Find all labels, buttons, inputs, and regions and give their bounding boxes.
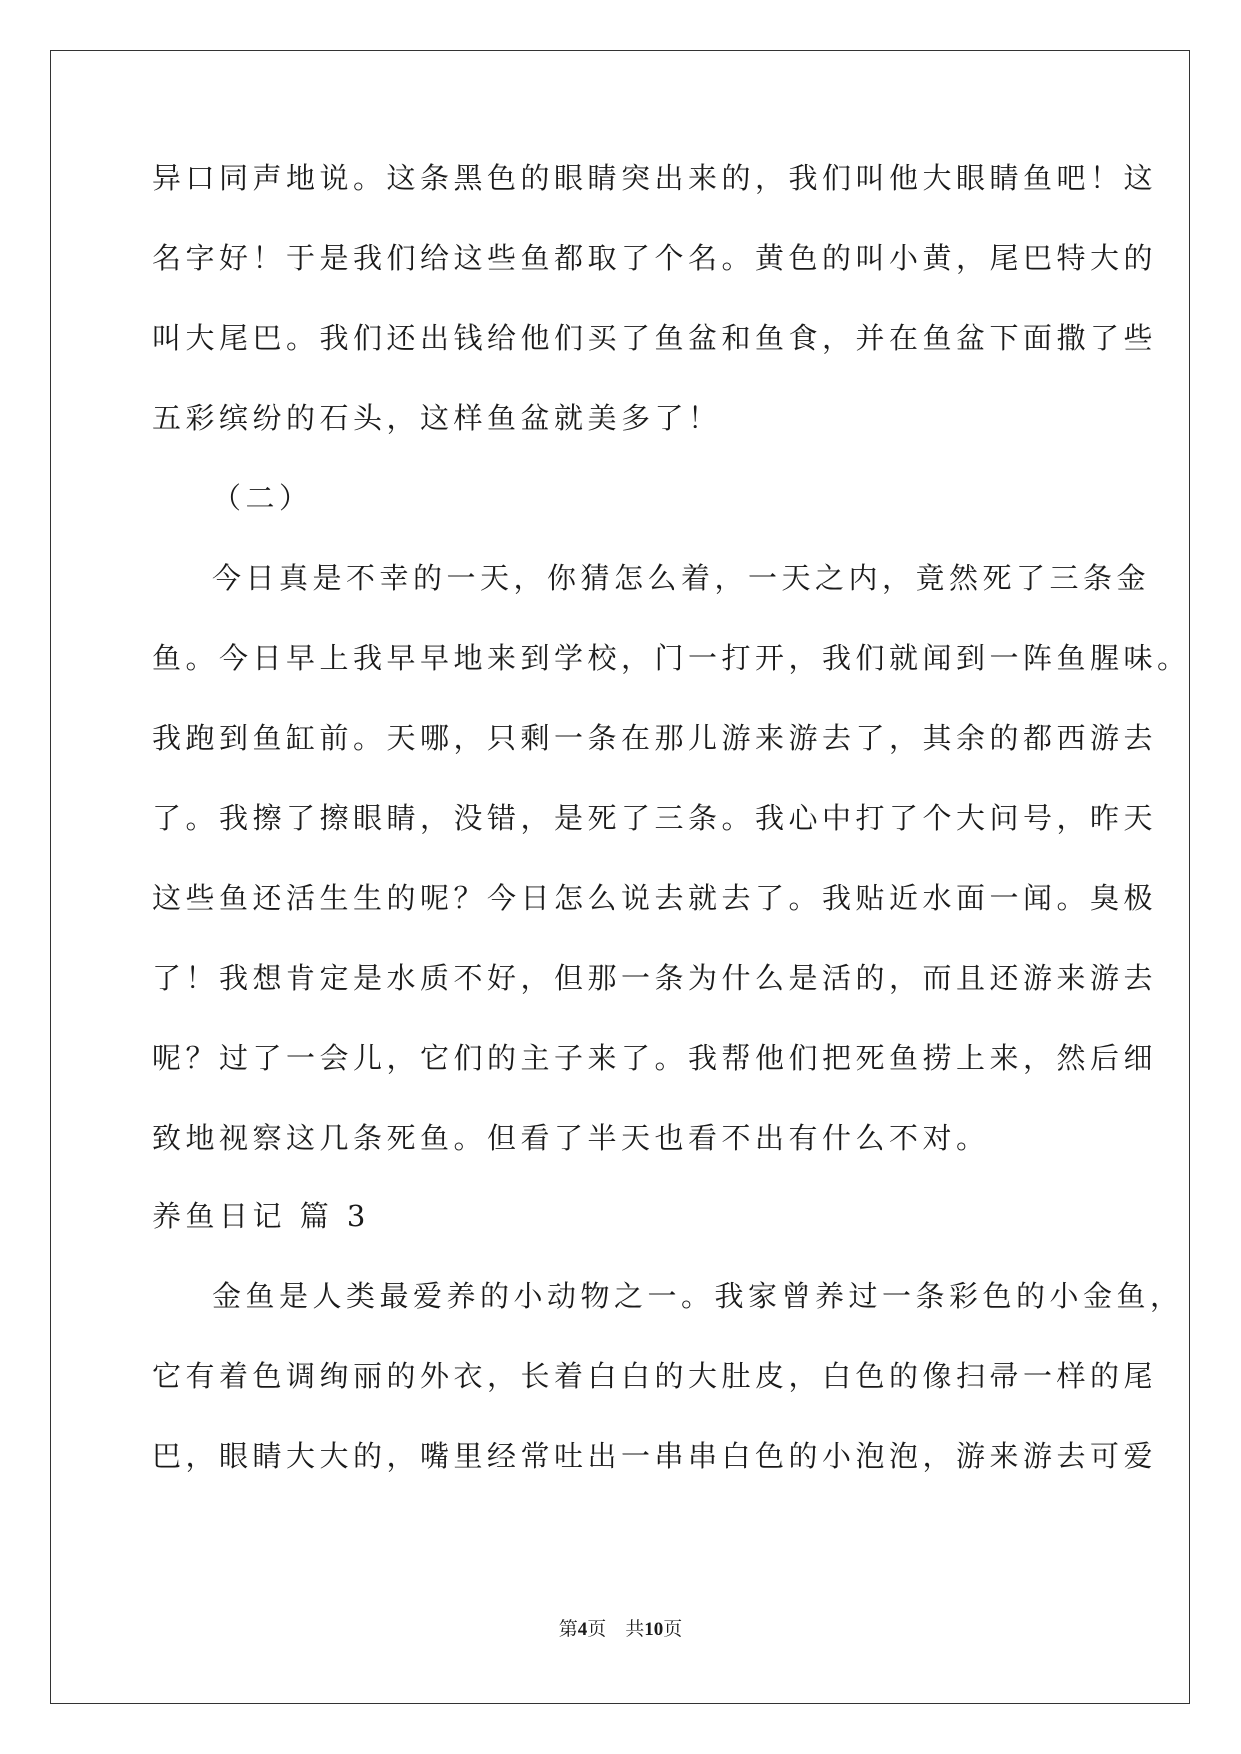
page-suffix: 页 [587,1619,607,1640]
article-heading: 养鱼日记 篇 3 [152,1199,370,1233]
paragraph-first-line: 金鱼是人类最爱养的小动物之一。我家曾养过一条彩色的小金鱼， [212,1279,1184,1313]
text-line: 这些鱼还活生生的呢？今日怎么说去就去了。我贴近水面一闻。臭极 [152,881,1158,915]
section-heading: （二） [212,481,313,515]
text-line: 呢？过了一会儿，它们的主子来了。我帮他们把死鱼捞上来，然后细 [152,1041,1158,1075]
text-line: 叫大尾巴。我们还出钱给他们买了鱼盆和鱼食，并在鱼盆下面撒了些 [152,321,1158,355]
total-prefix: 共 [625,1619,645,1640]
text-line: 异口同声地说。这条黑色的眼睛突出来的，我们叫他大眼睛鱼吧！这 [152,161,1158,195]
page-footer [0,1618,1241,1642]
page-prefix: 第 [558,1619,578,1640]
text-line: 巴，眼睛大大的，嘴里经常吐出一串串白色的小泡泡，游来游去可爱 [152,1439,1158,1473]
text-line: 了！我想肯定是水质不好，但那一条为什么是活的，而且还游来游去 [152,961,1158,995]
total-suffix: 页 [663,1619,683,1640]
text-line: 鱼。今日早上我早早地来到学校，门一打开，我们就闻到一阵鱼腥味。 [152,641,1191,675]
text-line: 五彩缤纷的石头，这样鱼盆就美多了！ [152,401,722,435]
total-pages: 10 [644,1619,664,1640]
text-line: 我跑到鱼缸前。天哪，只剩一条在那儿游来游去了，其余的都西游去 [152,721,1158,755]
text-line: 它有着色调绚丽的外衣，长着白白的大肚皮，白色的像扫帚一样的尾 [152,1359,1158,1393]
text-line: 致地视察这几条死鱼。但看了半天也看不出有什么不对。 [152,1121,990,1155]
page-number: 4 [577,1619,588,1640]
text-line: 名字好！于是我们给这些鱼都取了个名。黄色的叫小黄，尾巴特大的 [152,241,1158,275]
text-line: 了。我擦了擦眼睛，没错，是死了三条。我心中打了个大问号，昨天 [152,801,1158,835]
paragraph-first-line: 今日真是不幸的一天，你猜怎么着，一天之内，竟然死了三条金 [212,561,1151,595]
